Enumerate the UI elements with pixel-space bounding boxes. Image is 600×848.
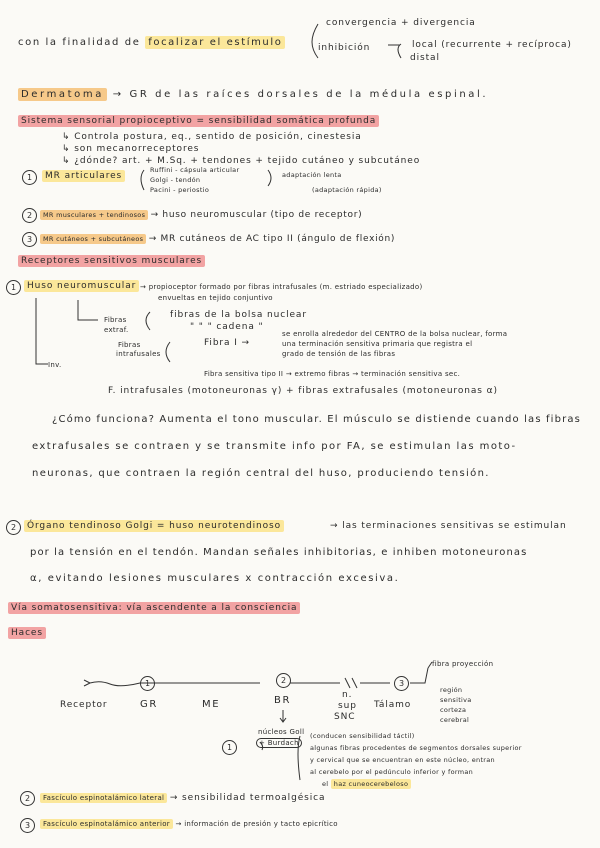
note-5	[322, 780, 411, 788]
haz-2-highlight: Fascículo espinotalámico lateral	[40, 793, 167, 803]
intro-text	[18, 36, 285, 49]
adaptacion-lenta: adaptación lenta	[282, 171, 342, 179]
number-circle-cuneo: 1	[222, 740, 237, 755]
diagram-node-3: 3	[394, 676, 409, 691]
intro-line: con la finalidad de	[18, 37, 141, 48]
receptores-title	[18, 256, 205, 267]
nucleos-goll: núcleos Goll	[258, 728, 305, 736]
haz-3-rest: → información de presión y tacto epicrítico	[175, 820, 338, 828]
intro-highlight: focalizar el estímulo	[145, 36, 285, 49]
dermatoma-line	[18, 88, 488, 101]
item2-highlight: MR musculares + tendinosos	[40, 210, 148, 220]
fibra-II: Fibra sensitiva tipo II → extremo fibras → terminación sensitiva sec.	[204, 370, 461, 378]
diagram-talamo: Tálamo	[374, 700, 412, 710]
diagram-nucleo-n: n.	[342, 690, 353, 700]
branch-inhibicion: inhibición	[318, 43, 371, 53]
golgi-line-2: por la tensión en el tendón. Mandan señales inhibitorias, e inhiben motoneuronas	[30, 547, 528, 558]
via-title-highlight: Vía somatosensitiva: vía ascendente a la consciencia	[8, 602, 300, 614]
diagram-fibra-proyeccion: fibra proyección	[432, 660, 494, 668]
diagram-snc: SNC	[334, 712, 356, 722]
inv-label: Inv.	[48, 361, 62, 369]
item3-line	[40, 234, 395, 245]
number-circle-golgi: 2	[6, 520, 21, 535]
como-funciona-1: ¿Cómo funciona? Aumenta el tono muscular. El músculo se distiende cuando las fibras	[52, 414, 581, 425]
diagram-region-3: corteza	[440, 706, 467, 714]
note-2: algunas fibras procedentes de segmentos dorsales superior	[310, 744, 522, 752]
diagram-gr: GR	[140, 699, 158, 710]
sistema-bullet-1: ↳ Controla postura, eq., sentido de posición, cinestesia	[62, 132, 362, 142]
golgi-line: Golgi - tendón	[150, 176, 201, 184]
como-funciona-2: extrafusales se contraen y se transmite info por FA, se estimulan las moto-	[32, 441, 517, 452]
fibra-I: Fibra I →	[204, 338, 250, 348]
sistema-bullet-3: ↳ ¿dónde? art. + M.Sq. + tendones + tejido cutáneo y subcutáneo	[62, 156, 421, 166]
haces-highlight: Haces	[8, 627, 46, 639]
cadena-nuclear: " " " cadena "	[190, 322, 264, 332]
branch-distal: distal	[410, 53, 440, 63]
haz-3-line	[40, 820, 338, 828]
number-circle-haz-2: 2	[20, 791, 35, 806]
item2-line	[40, 210, 362, 221]
sistema-title	[18, 116, 379, 127]
sistema-bullet-2: ↳ son mecanorreceptores	[62, 144, 200, 154]
diagram-node-1: 1	[140, 676, 155, 691]
pacini-line: Pacini - periostio	[150, 186, 210, 194]
como-funciona-3: neuronas, que contraen la región central del huso, produciendo tensión.	[32, 468, 490, 479]
dermatoma-label: Dermatoma	[18, 88, 107, 101]
haz-cuneocerebeloso: haz cuneocerebeloso	[331, 779, 411, 789]
fibras-label: Fibras	[104, 316, 127, 324]
haz-3-highlight: Fascículo espinotalámico anterior	[40, 819, 173, 829]
haces-label	[8, 628, 46, 639]
note-4: al cerebelo por el pedúnculo inferior y forman	[310, 768, 474, 776]
branch-local: local (recurrente + recíproca)	[412, 40, 572, 50]
diagram-receptor: Receptor	[60, 700, 108, 710]
item3-rest: → MR cutáneos de AC tipo II (ángulo de flexión)	[148, 234, 396, 244]
golgi-line-3: α, evitando lesiones musculares x contracción excesiva.	[30, 573, 400, 584]
via-title	[8, 603, 300, 614]
mr-articulares-label: MR articulares	[42, 170, 125, 182]
golgi-line-1: → las terminaciones sensitivas se estimulan	[330, 521, 567, 531]
dermatoma-definition: → GR de las raíces dorsales de la médula espinal.	[112, 89, 489, 100]
diagram-me: ME	[202, 699, 221, 710]
note-3: y cervical que se encuentran en este núcleo, entran	[310, 756, 495, 764]
fibra-I-desc-2: una terminación sensitiva primaria que registra el	[282, 340, 473, 348]
fibra-I-desc-3: grado de tensión de las fibras	[282, 350, 396, 358]
fibra-I-desc-1: se enrolla alrededor del CENTRO de la bolsa nuclear, forma	[282, 330, 508, 338]
haz-2-rest: → sensibilidad termoalgésica	[169, 793, 326, 803]
branch-convergencia: convergencia + divergencia	[326, 18, 476, 28]
burdach-circled: + Burdach	[256, 738, 302, 748]
note-5-pre: el	[322, 780, 329, 788]
diagram-region-2: sensitiva	[440, 696, 472, 704]
adaptacion-rapida: (adaptación rápida)	[312, 186, 382, 194]
number-circle-1: 1	[22, 170, 37, 185]
diagram-region-4: cerebral	[440, 716, 470, 724]
golgi-title	[24, 521, 284, 532]
item3-highlight: MR cutáneos + subcutáneos	[40, 234, 146, 244]
f-intrafusales-line: F. intrafusales (motoneuronas γ) + fibras extrafusales (motoneuronas α)	[108, 386, 498, 396]
note-1: (conducen sensibilidad táctil)	[310, 732, 415, 740]
huso-def-2: envueltas en tejido conjuntivo	[158, 294, 273, 302]
number-circle-3: 3	[22, 232, 37, 247]
huso-title	[24, 281, 139, 292]
receptores-title-highlight: Receptores sensitivos musculares	[18, 255, 205, 267]
ruffini-line: Ruffini - cápsula articular	[150, 166, 240, 174]
number-circle-haz-3: 3	[20, 818, 35, 833]
mr-articulares	[42, 171, 125, 182]
diagram-node-2: 2	[276, 673, 291, 688]
huso-def-1: → propioceptor formado por fibras intrafusales (m. estriado especializado)	[140, 283, 423, 291]
number-circle-2: 2	[22, 208, 37, 223]
number-circle-huso: 1	[6, 280, 21, 295]
haz-2-line	[40, 793, 325, 804]
diagram-nucleo-sup: sup	[338, 701, 357, 711]
nucleos-burdach	[256, 739, 302, 747]
fibras-intra-label: Fibras	[118, 341, 141, 349]
bolsa-nuclear: fibras de la bolsa nuclear	[170, 310, 307, 320]
sistema-title-highlight: Sistema sensorial propioceptivo = sensibilidad somática profunda	[18, 115, 379, 127]
fibras-label-2: extraf.	[104, 326, 129, 334]
diagram-region-1: región	[440, 686, 463, 694]
huso-highlight: Huso neuromuscular	[24, 280, 139, 292]
fibras-intra-label-2: intrafusales	[116, 350, 161, 358]
item2-rest: → huso neuromuscular (tipo de receptor)	[150, 210, 363, 220]
golgi-highlight: Órgano tendinoso Golgi = huso neurotendinoso	[24, 520, 284, 532]
diagram-br: BR	[274, 695, 292, 706]
